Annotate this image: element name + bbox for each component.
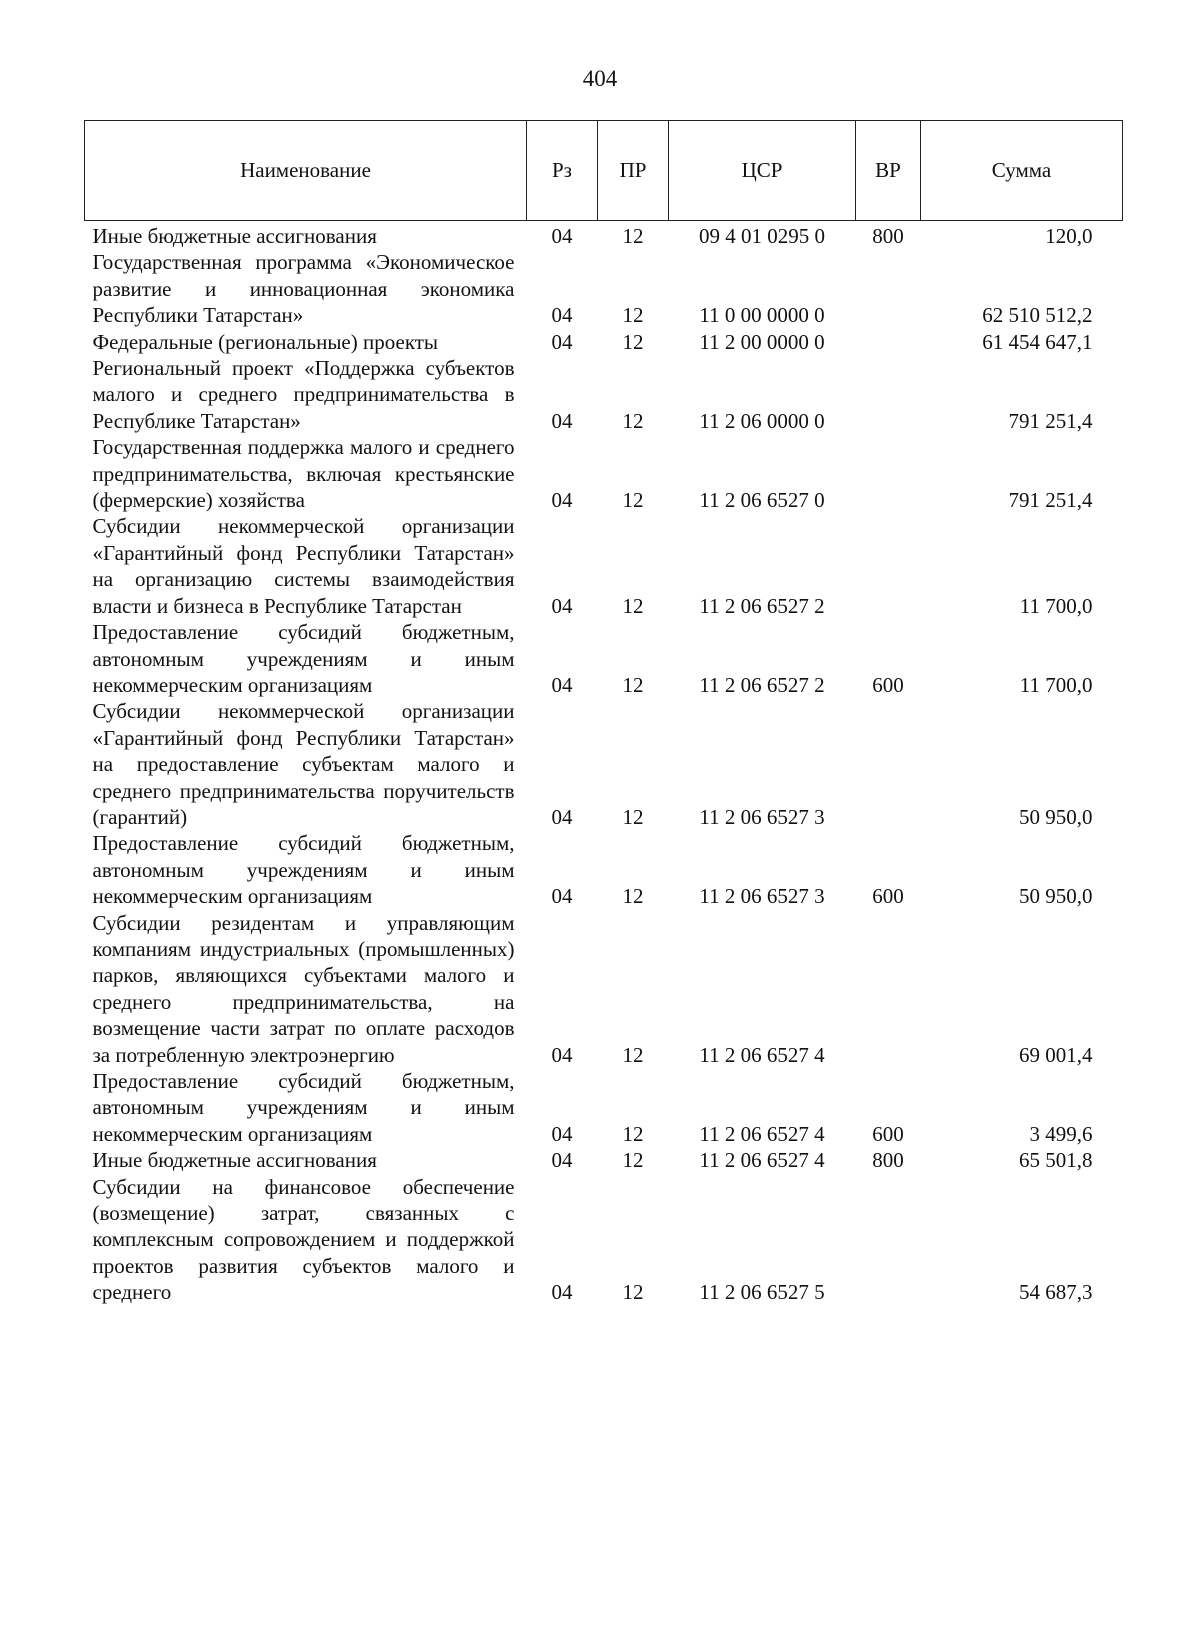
cell-pr: 12 xyxy=(622,329,644,354)
table-row xyxy=(85,355,1123,434)
cell-sum: 11 700,0 xyxy=(1019,672,1093,697)
cell-name: Субсидии некоммерческой организации «Гарантийный фонд Республики Татарстан» на организацию системы взаимодействия власти и бизнеса в Республике Татарстан xyxy=(92,514,515,618)
cell-rz: 04 xyxy=(551,1121,573,1146)
cell-rz: 04 xyxy=(551,672,573,697)
cell-pr: 12 xyxy=(622,1280,644,1305)
cell-csr: 11 2 06 6527 4 xyxy=(699,1121,825,1146)
cell-sum: 3 499,6 xyxy=(1029,1121,1093,1146)
cell-name: Субсидии резидентам и управляющим компаниям индустриальных (промышленных) парков, являющихся субъектами малого и среднего предпринимательства, на возмещение части затрат по оплате расходов за потребленную электроэнергию xyxy=(92,910,515,1067)
header-pr: ПР xyxy=(598,121,669,221)
cell-vr xyxy=(856,249,921,328)
table-row xyxy=(85,329,1123,355)
table-row xyxy=(85,221,1123,250)
cell-vr xyxy=(856,329,921,355)
cell-sum: 69 001,4 xyxy=(1019,1042,1093,1067)
cell-pr: 12 xyxy=(622,1121,644,1146)
header-name: Наименование xyxy=(85,121,527,221)
cell-vr xyxy=(856,910,921,1068)
cell-csr: 11 2 06 6527 3 xyxy=(699,884,825,909)
cell-vr xyxy=(856,434,921,513)
cell-name: Субсидии на финансовое обеспечение (возмещение) затрат, связанных с комплексным сопровождением и поддержкой проектов развития субъектов малого и среднего xyxy=(92,1174,515,1305)
cell-csr: 11 2 06 6527 4 xyxy=(699,1042,825,1067)
cell-sum: 61 454 647,1 xyxy=(982,329,1093,354)
table-row xyxy=(85,619,1123,698)
cell-pr: 12 xyxy=(622,224,644,248)
cell-sum: 54 687,3 xyxy=(1019,1280,1093,1305)
cell-pr: 12 xyxy=(622,672,644,697)
table-row xyxy=(85,1147,1123,1173)
cell-csr: 11 2 06 0000 0 xyxy=(699,408,825,433)
cell-pr: 12 xyxy=(622,303,644,328)
table-row xyxy=(85,698,1123,830)
cell-name: Субсидии некоммерческой организации «Гарантийный фонд Республики Татарстан» на предоставление субъектам малого и среднего предпринимательства поручительств (гарантий) xyxy=(92,699,515,829)
page-number: 404 xyxy=(582,66,618,91)
cell-vr xyxy=(856,513,921,619)
header-sum: Сумма xyxy=(921,121,1123,221)
cell-sum: 62 510 512,2 xyxy=(982,303,1093,328)
cell-pr: 12 xyxy=(622,884,644,909)
cell-csr: 11 2 06 6527 2 xyxy=(699,672,825,697)
cell-vr xyxy=(856,698,921,830)
table-row xyxy=(85,830,1123,909)
cell-rz: 04 xyxy=(551,224,573,248)
cell-csr: 11 2 06 6527 0 xyxy=(699,488,825,513)
cell-rz: 04 xyxy=(551,488,573,513)
table-body xyxy=(85,221,1123,1306)
cell-csr: 09 4 01 0295 0 xyxy=(699,224,825,248)
cell-rz: 04 xyxy=(551,804,573,829)
cell-vr: 800 xyxy=(872,1148,904,1173)
cell-csr: 11 2 00 0000 0 xyxy=(699,329,825,354)
cell-vr: 800 xyxy=(872,224,904,248)
cell-vr xyxy=(856,355,921,434)
cell-csr: 11 0 00 0000 0 xyxy=(699,303,825,328)
cell-rz: 04 xyxy=(551,1148,573,1173)
cell-pr: 12 xyxy=(622,1042,644,1067)
table-header xyxy=(85,121,1123,221)
header-vr: ВР xyxy=(856,121,921,221)
table-row xyxy=(85,1174,1123,1306)
cell-vr: 600 xyxy=(872,672,904,697)
cell-csr: 11 2 06 6527 5 xyxy=(699,1280,825,1305)
cell-sum: 791 251,4 xyxy=(1008,488,1093,513)
table-row xyxy=(85,513,1123,619)
cell-rz: 04 xyxy=(551,303,573,328)
cell-name: Иные бюджетные ассигнования xyxy=(92,224,377,248)
cell-rz: 04 xyxy=(551,593,573,618)
cell-name: Предоставление субсидий бюджетным, автономным учреждениям и иным некоммерческим организациям xyxy=(92,620,515,697)
cell-pr: 12 xyxy=(622,593,644,618)
cell-rz: 04 xyxy=(551,884,573,909)
cell-rz: 04 xyxy=(551,408,573,433)
cell-rz: 04 xyxy=(551,329,573,354)
cell-name: Государственная программа «Экономическое развитие и инновационная экономика Республики Татарстан» xyxy=(92,250,515,328)
cell-pr: 12 xyxy=(622,1148,644,1173)
cell-csr: 11 2 06 6527 4 xyxy=(699,1148,825,1173)
cell-sum: 120,0 xyxy=(1045,224,1093,248)
cell-pr: 12 xyxy=(622,408,644,433)
cell-pr: 12 xyxy=(622,488,644,513)
cell-csr: 11 2 06 6527 2 xyxy=(699,593,825,618)
cell-pr: 12 xyxy=(622,804,644,829)
cell-vr xyxy=(856,1174,921,1306)
cell-name: Предоставление субсидий бюджетным, автономным учреждениям и иным некоммерческим организациям xyxy=(92,831,515,909)
cell-rz: 04 xyxy=(551,1280,573,1305)
cell-csr: 11 2 06 6527 3 xyxy=(699,804,825,829)
cell-sum: 11 700,0 xyxy=(1019,593,1093,618)
cell-name: Федеральные (региональные) проекты xyxy=(92,329,439,354)
table-row xyxy=(85,434,1123,513)
header-csr: ЦСР xyxy=(669,121,856,221)
table-row xyxy=(85,910,1123,1068)
cell-rz: 04 xyxy=(551,1042,573,1067)
cell-sum: 50 950,0 xyxy=(1019,884,1093,909)
cell-vr: 600 xyxy=(872,1121,904,1146)
table-row xyxy=(85,1068,1123,1147)
cell-name: Региональный проект «Поддержка субъектов малого и среднего предпринимательства в Республике Татарстан» xyxy=(92,356,515,433)
budget-table xyxy=(84,120,1123,1306)
cell-name: Государственная поддержка малого и среднего предпринимательства, включая крестьянские (фермерские) хозяйства xyxy=(92,435,515,513)
cell-sum: 65 501,8 xyxy=(1019,1148,1093,1173)
cell-name: Иные бюджетные ассигнования xyxy=(92,1148,377,1173)
cell-vr: 600 xyxy=(872,884,904,909)
cell-name: Предоставление субсидий бюджетным, автономным учреждениям и иным некоммерческим организациям xyxy=(92,1069,515,1146)
cell-sum: 791 251,4 xyxy=(1008,408,1093,433)
header-rz: Рз xyxy=(527,121,598,221)
table-row xyxy=(85,249,1123,328)
cell-sum: 50 950,0 xyxy=(1019,804,1093,829)
